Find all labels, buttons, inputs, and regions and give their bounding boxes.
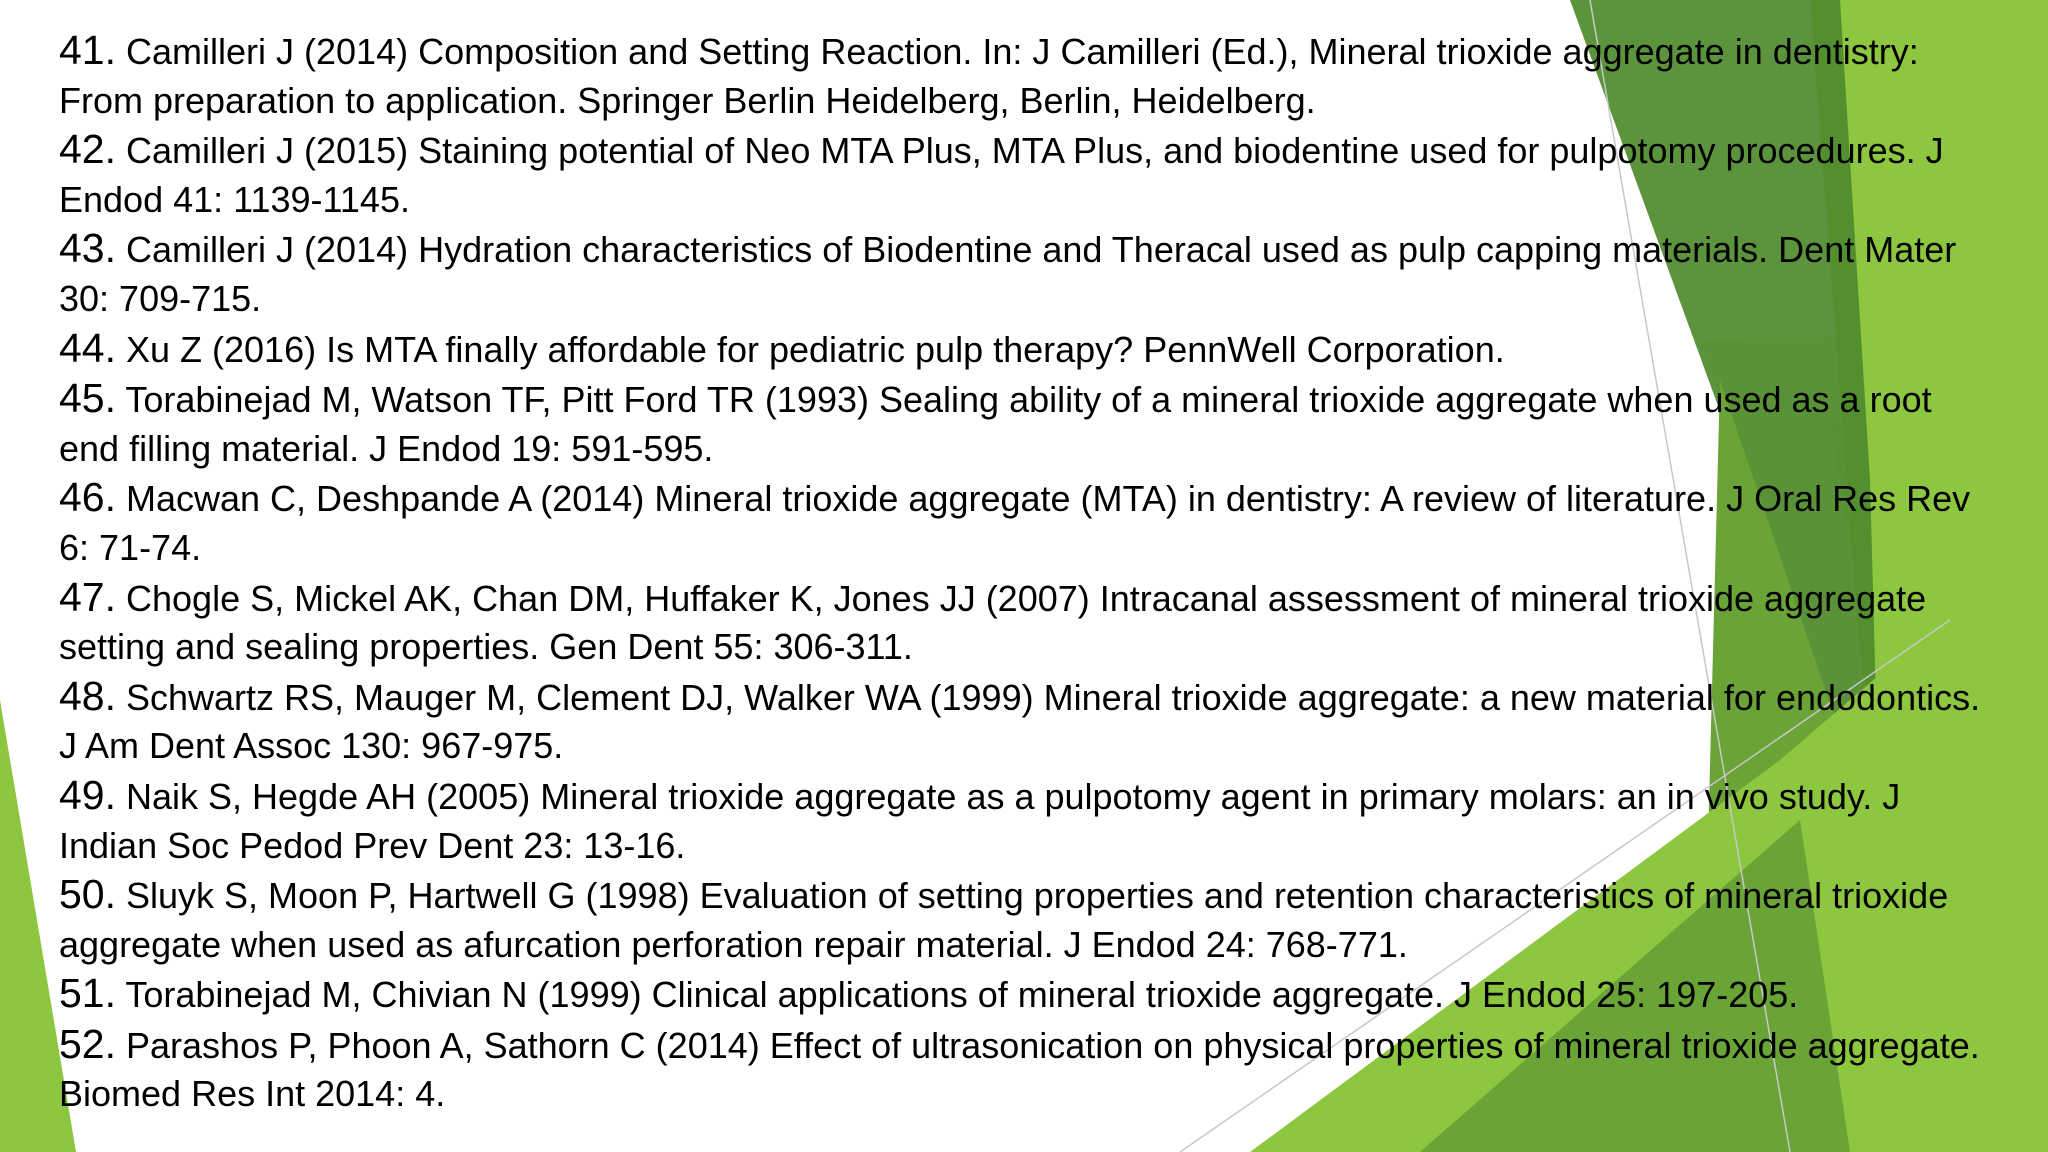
reference-text: Schwartz RS, Mauger M, Clement DJ, Walker WA (1999) Mineral trioxide aggregate: a new material for endodontics. J Am Dent Assoc 130: 967-975. [59,676,1981,767]
reference-number: 49. [59,771,116,818]
reference-text: Xu Z (2016) Is MTA finally affordable for pediatric pulp therapy? PennWell Corporation. [116,328,1505,370]
reference-number: 46. [59,474,116,521]
reference-text: Torabinejad M, Chivian N (1999) Clinical applications of mineral trioxide aggregate. J Endod 25: 197-205. [116,974,1799,1016]
reference-text: Macwan C, Deshpande A (2014) Mineral trioxide aggregate (MTA) in dentistry: A review of literature. J Oral Res Rev 6: 71-74. [59,478,1971,568]
reference-text: Naik S, Hegde AH (2005) Mineral trioxide aggregate as a pulpotomy agent in primary molars: an in vivo study. J Indian Soc Pedod Prev Dent 23: 13-16. [59,775,1901,866]
reference-number: 45. [59,375,116,422]
reference-item [59,26,1989,125]
reference-number: 43. [59,225,116,272]
reference-item [59,771,1989,870]
reference-item [59,969,1989,1020]
reference-number: 51. [59,970,116,1017]
reference-list [59,26,1989,1119]
reference-text: Sluyk S, Moon P, Hartwell G (1998) Evaluation of setting properties and retention characteristics of mineral trioxide aggregate when used as afurcation perforation repair material. J Endod 24: 768-771. [59,875,1949,965]
reference-text: Chogle S, Mickel AK, Chan DM, Huffaker K, Jones JJ (2007) Intracanal assessment of mineral trioxide aggregate setting and sealing properties. Gen Dent 55: 306-311. [59,577,1927,668]
reference-item [59,374,1989,473]
reference-number: 41. [59,27,116,73]
reference-item [59,1020,1989,1119]
reference-item [59,125,1989,224]
reference-text: Camilleri J (2014) Composition and Setting Reaction. In: J Camilleri (Ed.), Mineral trioxide aggregate in dentistry: From preparation to application. Springer Berlin Heidelberg, Berlin, Heidelberg. [59,31,1919,121]
reference-text: Torabinejad M, Watson TF, Pitt Ford TR (1993) Sealing ability of a mineral trioxide aggregate when used as a root end filling material. J Endod 19: 591-595. [59,379,1932,469]
reference-number: 50. [59,871,116,918]
reference-number: 42. [59,126,116,173]
reference-number: 48. [59,672,116,719]
reference-item [59,224,1989,323]
reference-text: Camilleri J (2014) Hydration characteristics of Biodentine and Theracal used as pulp capping materials. Dent Mater 30: 709-715. [59,229,1957,319]
reference-number: 44. [59,324,116,371]
reference-item [59,324,1989,375]
reference-item [59,573,1989,672]
reference-text: Parashos P, Phoon A, Sathorn C (2014) Effect of ultrasonication on physical properties of mineral trioxide aggregate. Biomed Res Int 2014: 4. [59,1024,1980,1115]
reference-item [59,672,1989,771]
reference-number: 52. [59,1020,116,1067]
reference-text: Camilleri J (2015) Staining potential of Neo MTA Plus, MTA Plus, and biodentine used for pulpotomy procedures. J Endod 41: 1139-1145. [59,130,1944,220]
reference-item [59,870,1989,969]
reference-number: 47. [59,573,116,620]
reference-item [59,473,1989,572]
